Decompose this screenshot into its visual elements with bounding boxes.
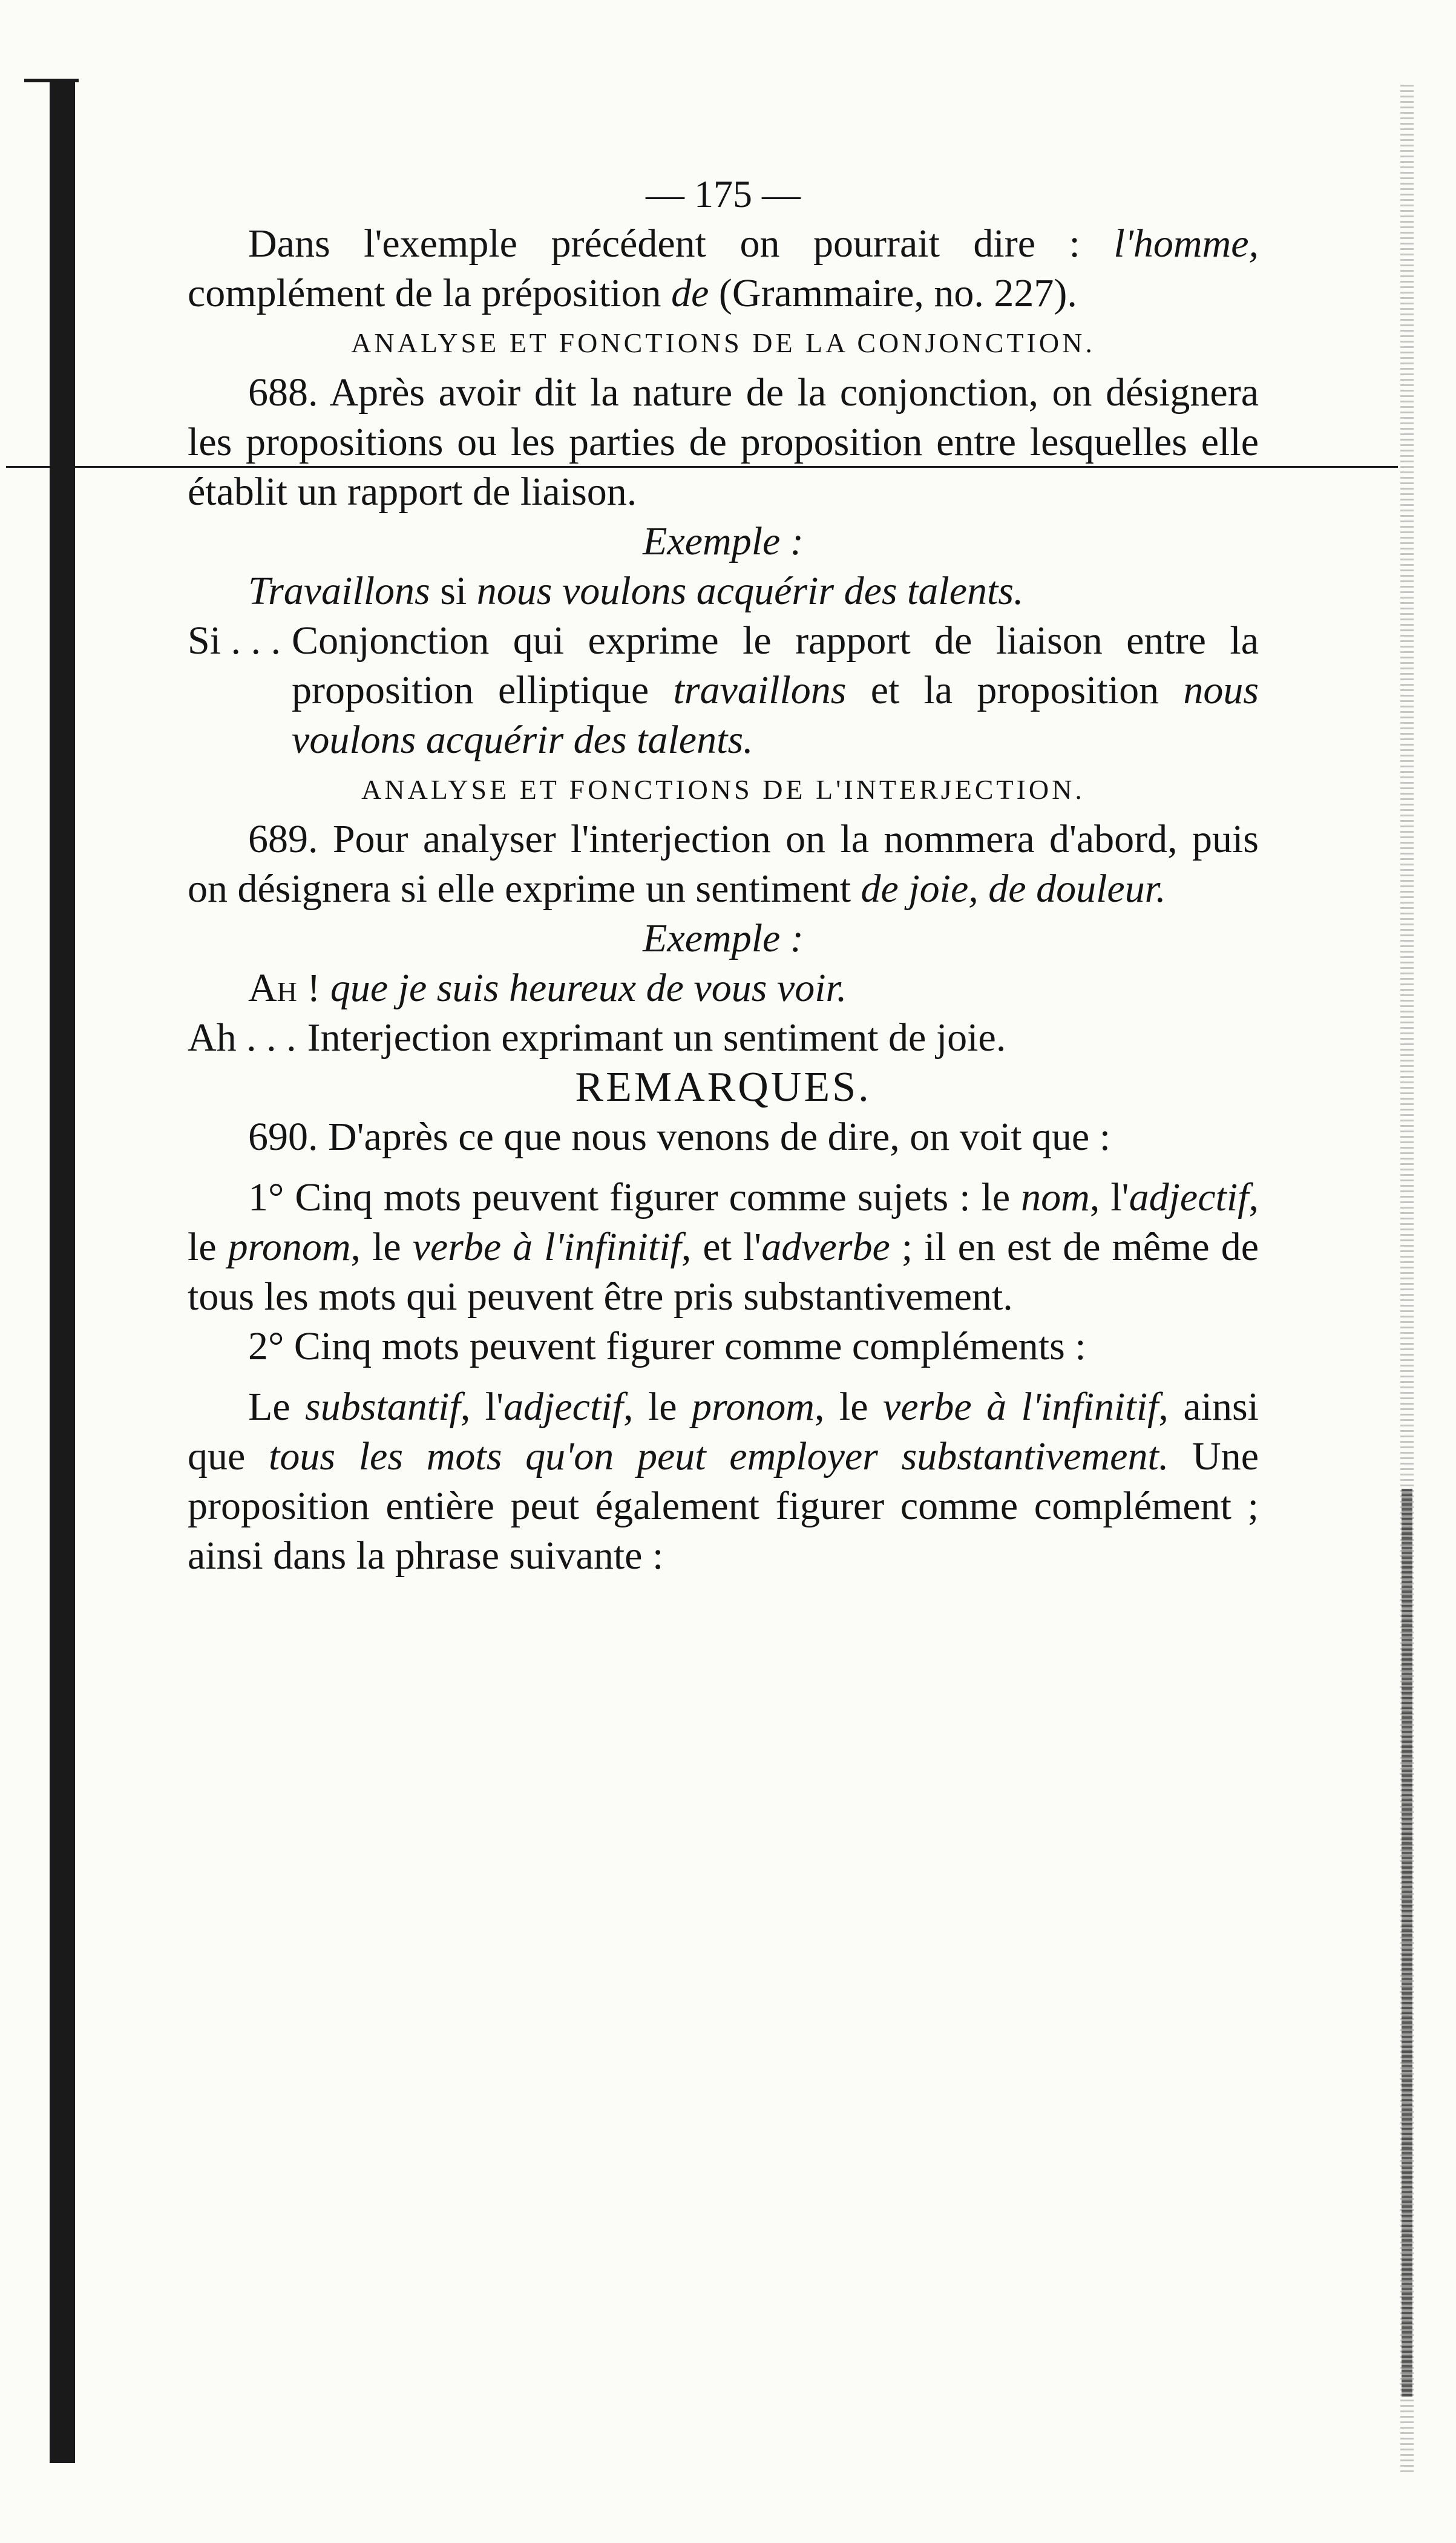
gloss-body-si (292, 616, 1259, 765)
gloss-lead-si: Si . . . (188, 619, 281, 663)
remark-text: , l' (460, 1385, 504, 1429)
heading-interjection: ANALYSE ET FONCTIONS DE L'INTERJECTION. (361, 774, 1085, 805)
heading-conjonction: ANALYSE ET FONCTIONS DE LA CONJONCTION. (351, 327, 1095, 358)
remark-term: nom (1021, 1175, 1090, 1219)
paragraph-690: 690. D'après ce que nous venons de dire, on voit que : (248, 1115, 1111, 1159)
intro-text: Dans l'exemple précédent on pourrait dire : (248, 221, 1114, 266)
remark-term: verbe à l'infinitif (412, 1225, 681, 1269)
gloss-body-ah: Interjection exprimant un sentiment de joie. (307, 1016, 1006, 1060)
gloss-text: Conjonction qui exprime le rapport de liaison entre la proposition elliptique (292, 619, 1259, 712)
remark-3 (188, 1382, 1259, 1581)
example-sentence-conjonction (188, 566, 1259, 616)
remark-text: , ainsi que (188, 1385, 1259, 1478)
remark-text: , le (623, 1385, 692, 1429)
gloss-term: travaillons (673, 668, 847, 712)
intro-text-end: (Grammaire, no. 227). (709, 271, 1077, 315)
gloss-conjonction (188, 616, 1259, 765)
page-number: — 175 — (646, 172, 801, 215)
remark-text: 1° Cinq mots peuvent figurer comme sujets : le (248, 1175, 1021, 1219)
gloss-term: nous voulons acquérir des talents. (292, 668, 1259, 762)
gloss-lead-ah: Ah . . . (188, 1016, 297, 1060)
remark-2: 2° Cinq mots peuvent figurer comme compléments : (248, 1324, 1086, 1368)
intro-paragraph (188, 219, 1259, 318)
gloss-interjection (188, 1013, 1259, 1063)
remark-term: adjectif (1129, 1175, 1249, 1219)
intro-term: l'homme, (1113, 221, 1259, 266)
binding-edge-top-mark (24, 79, 79, 82)
example-rest: que je suis heureux de vous voir. (330, 966, 847, 1010)
page-binding-edge (50, 79, 75, 2463)
paragraph-689-italic: de joie, de douleur. (861, 867, 1166, 911)
example-conjunction: si (430, 569, 477, 613)
remark-text: Le (248, 1385, 306, 1429)
page-body (188, 169, 1259, 1581)
remark-term: substantif (305, 1385, 461, 1429)
example-sentence-interjection (188, 963, 1259, 1013)
remark-1 (188, 1173, 1259, 1322)
intro-preposition: de (671, 271, 709, 315)
remark-term: verbe à l'infinitif (883, 1385, 1159, 1429)
remark-text: , le (814, 1385, 884, 1429)
paragraph-688: 688. Après avoir dit la nature de la conjonction, on désignera les propositions ou les parties de proposition entre lesquelles elle établit un rapport de liaison. (188, 370, 1259, 514)
remark-term: tous les mots qu'on peut employer substantivement. (269, 1434, 1169, 1478)
remark-term: adjectif (503, 1385, 623, 1429)
example-label-interjection: Exemple : (643, 916, 804, 960)
remark-term: pronom (692, 1385, 815, 1429)
example-part-2: nous voulons acquérir des talents. (476, 569, 1024, 613)
intro-text-after: complément de la préposition (188, 271, 672, 315)
remark-text: , et l' (681, 1225, 762, 1269)
remark-term: adverbe (761, 1225, 890, 1269)
paragraph-689 (188, 815, 1259, 914)
paragraph-689-text: 689. Pour analyser l'interjection on la nommera d'abord, puis on désignera si elle exprime un sentiment (188, 817, 1259, 911)
remark-term: pronom (228, 1225, 351, 1269)
heading-remarques: REMARQUES. (575, 1064, 871, 1111)
remark-text: , le (350, 1225, 413, 1269)
page-right-edge-dark (1402, 1489, 1412, 2397)
example-interjection: Ah ! (248, 966, 330, 1010)
remark-text: , l' (1089, 1175, 1129, 1219)
remark-text: Une proposition entière peut également figurer comme complément ; ainsi dans la phrase suivante : (188, 1434, 1259, 1578)
example-part-1: Travaillons (248, 569, 430, 613)
gloss-text: et la proposition (846, 668, 1184, 712)
example-label-conjonction: Exemple : (643, 519, 804, 563)
remark-text: , le (188, 1175, 1259, 1269)
remark-text: ; il en est de même de tous les mots qui peuvent être pris substantivement. (188, 1225, 1259, 1319)
